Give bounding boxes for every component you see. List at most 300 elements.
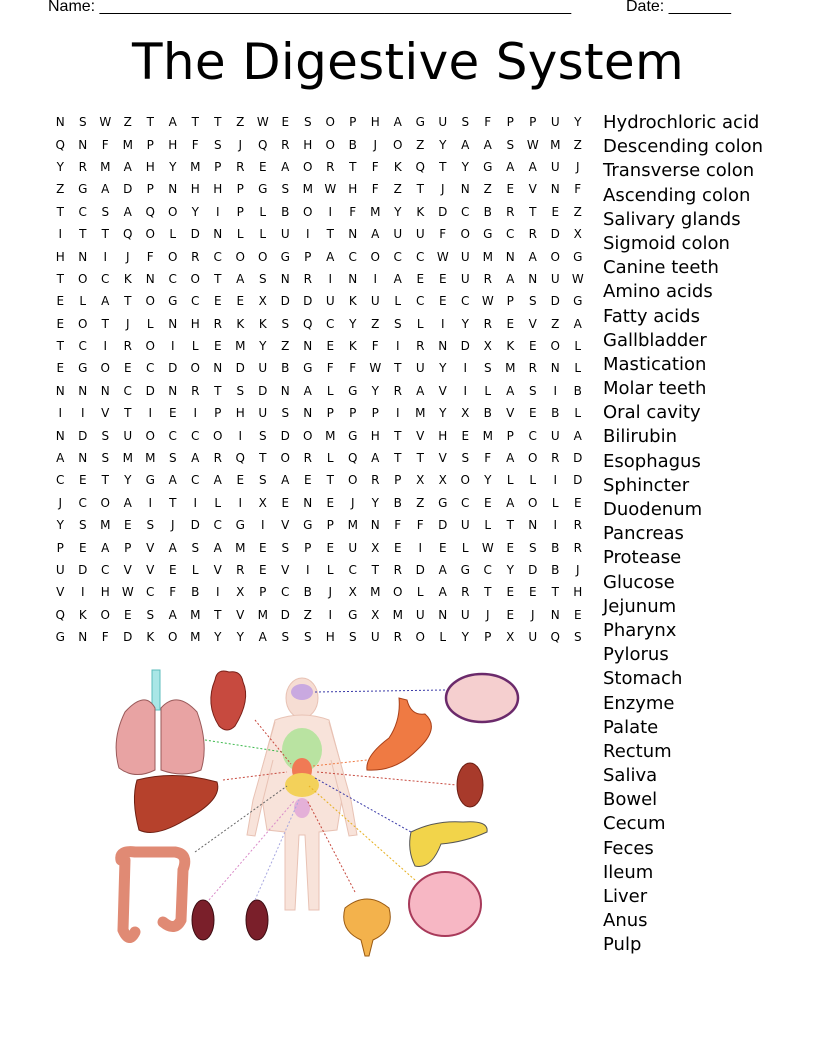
grid-letter[interactable]: G <box>483 159 493 174</box>
grid-letter[interactable]: E <box>551 204 560 219</box>
grid-letter[interactable]: S <box>348 630 357 645</box>
grid-letter[interactable]: E <box>281 115 290 130</box>
grid-letter[interactable]: Z <box>123 115 132 130</box>
grid-letter[interactable]: R <box>191 383 200 398</box>
grid-letter[interactable]: L <box>259 204 267 219</box>
grid-letter[interactable]: R <box>506 204 515 219</box>
grid-letter[interactable]: A <box>438 585 447 600</box>
grid-letter[interactable]: M <box>392 607 403 622</box>
grid-letter[interactable]: O <box>168 204 178 219</box>
grid-letter[interactable]: E <box>573 495 582 510</box>
grid-letter[interactable]: O <box>393 585 403 600</box>
grid-letter[interactable]: N <box>55 115 65 130</box>
grid-letter[interactable]: D <box>573 473 583 488</box>
grid-letter[interactable]: N <box>78 383 88 398</box>
grid-letter[interactable]: T <box>124 406 132 421</box>
grid-letter[interactable]: T <box>101 227 109 242</box>
grid-letter[interactable]: S <box>528 540 537 555</box>
grid-letter[interactable]: L <box>169 227 177 242</box>
grid-letter[interactable]: B <box>483 406 492 421</box>
grid-letter[interactable]: F <box>349 361 357 376</box>
grid-letter[interactable]: D <box>438 518 448 533</box>
grid-letter[interactable]: T <box>101 316 109 331</box>
grid-letter[interactable]: K <box>348 294 357 309</box>
grid-letter[interactable]: G <box>303 361 313 376</box>
grid-letter[interactable]: M <box>415 406 426 421</box>
grid-letter[interactable]: C <box>506 227 515 242</box>
grid-letter[interactable]: I <box>193 495 198 510</box>
grid-letter[interactable]: A <box>213 473 222 488</box>
grid-letter[interactable]: P <box>236 182 244 197</box>
grid-letter[interactable]: C <box>348 249 357 264</box>
grid-letter[interactable]: Z <box>416 137 425 152</box>
grid-letter[interactable]: L <box>214 495 222 510</box>
grid-letter[interactable]: I <box>215 204 220 219</box>
grid-letter[interactable]: K <box>146 630 155 645</box>
grid-letter[interactable]: S <box>573 630 582 645</box>
grid-letter[interactable]: O <box>213 428 223 443</box>
grid-letter[interactable]: R <box>528 227 537 242</box>
grid-letter[interactable]: N <box>370 518 380 533</box>
grid-letter[interactable]: W <box>571 271 584 286</box>
name-field[interactable]: Name: _____________________________________________________ <box>48 0 572 15</box>
grid-letter[interactable]: R <box>326 159 335 174</box>
grid-letter[interactable]: D <box>123 182 133 197</box>
grid-letter[interactable]: H <box>235 406 245 421</box>
grid-letter[interactable]: D <box>145 383 155 398</box>
grid-letter[interactable]: L <box>484 518 492 533</box>
grid-letter[interactable]: F <box>101 630 109 645</box>
grid-letter[interactable]: O <box>78 316 88 331</box>
grid-letter[interactable]: E <box>506 540 515 555</box>
grid-letter[interactable]: C <box>191 428 200 443</box>
grid-letter[interactable]: F <box>191 137 199 152</box>
grid-letter[interactable]: O <box>190 361 200 376</box>
grid-letter[interactable]: I <box>395 339 400 354</box>
grid-letter[interactable]: E <box>506 585 515 600</box>
grid-letter[interactable]: N <box>550 182 560 197</box>
grid-letter[interactable]: T <box>191 115 199 130</box>
grid-letter[interactable]: A <box>506 159 515 174</box>
grid-letter[interactable]: T <box>416 182 424 197</box>
grid-letter[interactable]: Y <box>371 383 379 398</box>
grid-letter[interactable]: R <box>573 518 582 533</box>
grid-letter[interactable]: O <box>100 361 110 376</box>
grid-letter[interactable]: S <box>281 406 290 421</box>
grid-letter[interactable]: X <box>506 630 515 645</box>
grid-letter[interactable]: C <box>461 204 470 219</box>
grid-letter[interactable]: D <box>550 227 560 242</box>
grid-letter[interactable]: U <box>550 271 560 286</box>
grid-letter[interactable]: U <box>123 428 133 443</box>
grid-letter[interactable]: J <box>575 563 580 577</box>
grid-letter[interactable]: N <box>168 182 178 197</box>
grid-letter[interactable]: U <box>460 607 470 622</box>
grid-letter[interactable]: P <box>349 115 357 130</box>
grid-letter[interactable]: Z <box>483 182 492 197</box>
grid-letter[interactable]: T <box>259 451 267 466</box>
grid-letter[interactable]: J <box>530 607 535 622</box>
grid-letter[interactable]: D <box>528 563 538 577</box>
grid-letter[interactable]: I <box>58 227 63 242</box>
grid-letter[interactable]: O <box>393 137 403 152</box>
grid-letter[interactable]: I <box>328 204 333 219</box>
grid-letter[interactable]: M <box>145 451 156 466</box>
grid-letter[interactable]: P <box>259 585 267 600</box>
grid-letter[interactable]: N <box>460 182 470 197</box>
grid-letter[interactable]: I <box>463 361 468 376</box>
grid-letter[interactable]: N <box>78 249 88 264</box>
grid-letter[interactable]: V <box>281 563 290 577</box>
grid-letter[interactable]: I <box>418 540 423 555</box>
grid-letter[interactable]: S <box>258 428 267 443</box>
grid-letter[interactable]: Y <box>439 137 447 152</box>
grid-letter[interactable]: X <box>371 607 380 622</box>
grid-letter[interactable]: H <box>145 159 155 174</box>
grid-letter[interactable]: D <box>438 204 448 219</box>
grid-letter[interactable]: U <box>460 518 470 533</box>
grid-letter[interactable]: R <box>213 451 222 466</box>
grid-letter[interactable]: L <box>326 563 334 577</box>
grid-letter[interactable]: V <box>56 585 65 600</box>
grid-letter[interactable]: K <box>506 339 515 354</box>
grid-letter[interactable]: U <box>438 115 448 130</box>
grid-letter[interactable]: Z <box>56 182 65 197</box>
grid-letter[interactable]: G <box>78 182 88 197</box>
grid-letter[interactable]: I <box>148 406 153 421</box>
grid-letter[interactable]: Z <box>281 339 290 354</box>
grid-letter[interactable]: N <box>550 361 560 376</box>
grid-letter[interactable]: I <box>328 607 333 622</box>
grid-letter[interactable]: Y <box>169 159 177 174</box>
grid-letter[interactable]: A <box>213 540 222 555</box>
grid-letter[interactable]: E <box>483 495 492 510</box>
grid-letter[interactable]: P <box>371 406 379 421</box>
grid-letter[interactable]: S <box>168 451 177 466</box>
grid-letter[interactable]: S <box>461 451 470 466</box>
grid-letter[interactable]: E <box>326 339 335 354</box>
grid-letter[interactable]: V <box>438 451 447 466</box>
grid-letter[interactable]: Z <box>236 115 245 130</box>
grid-letter[interactable]: R <box>213 316 222 331</box>
grid-letter[interactable]: I <box>80 585 85 600</box>
grid-letter[interactable]: C <box>461 294 470 309</box>
grid-letter[interactable]: C <box>168 271 177 286</box>
grid-letter[interactable]: N <box>78 630 88 645</box>
grid-letter[interactable]: M <box>370 204 381 219</box>
grid-letter[interactable]: C <box>213 518 222 533</box>
grid-letter[interactable]: M <box>550 137 561 152</box>
grid-letter[interactable]: A <box>416 383 425 398</box>
grid-letter[interactable]: O <box>460 473 470 488</box>
grid-letter[interactable]: O <box>100 607 110 622</box>
grid-letter[interactable]: I <box>373 271 378 286</box>
grid-letter[interactable]: Y <box>439 406 447 421</box>
grid-letter[interactable]: M <box>100 159 111 174</box>
grid-letter[interactable]: S <box>281 630 290 645</box>
grid-letter[interactable]: B <box>551 563 560 577</box>
grid-letter[interactable]: D <box>190 518 200 533</box>
grid-letter[interactable]: N <box>505 249 515 264</box>
grid-letter[interactable]: H <box>190 182 200 197</box>
grid-letter[interactable]: U <box>415 607 425 622</box>
grid-letter[interactable]: L <box>416 585 424 600</box>
grid-letter[interactable]: Y <box>461 159 469 174</box>
grid-letter[interactable]: J <box>58 495 63 510</box>
grid-letter[interactable]: A <box>191 451 200 466</box>
grid-letter[interactable]: V <box>123 563 132 577</box>
grid-letter[interactable]: J <box>350 495 355 510</box>
grid-letter[interactable]: C <box>78 495 87 510</box>
grid-letter[interactable]: X <box>258 495 267 510</box>
grid-letter[interactable]: Y <box>371 495 379 510</box>
grid-letter[interactable]: A <box>393 271 402 286</box>
grid-letter[interactable]: U <box>370 294 380 309</box>
grid-letter[interactable]: H <box>303 137 313 152</box>
grid-letter[interactable]: Z <box>393 182 402 197</box>
grid-letter[interactable]: H <box>190 316 200 331</box>
grid-letter[interactable]: R <box>303 271 312 286</box>
grid-letter[interactable]: A <box>371 451 380 466</box>
grid-letter[interactable]: C <box>416 294 425 309</box>
grid-letter[interactable]: Z <box>573 204 582 219</box>
grid-letter[interactable]: G <box>573 249 583 264</box>
grid-letter[interactable]: O <box>460 227 470 242</box>
grid-letter[interactable]: S <box>281 182 290 197</box>
grid-letter[interactable]: Y <box>394 204 402 219</box>
word-search-grid[interactable] <box>49 111 589 648</box>
grid-letter[interactable]: W <box>121 585 134 600</box>
grid-letter[interactable]: E <box>258 540 267 555</box>
grid-letter[interactable]: Q <box>258 137 268 152</box>
grid-letter[interactable]: F <box>439 227 447 242</box>
grid-letter[interactable]: E <box>438 540 447 555</box>
grid-letter[interactable]: E <box>528 339 537 354</box>
grid-letter[interactable]: A <box>123 159 132 174</box>
grid-letter[interactable]: O <box>145 339 155 354</box>
grid-letter[interactable]: C <box>101 271 110 286</box>
grid-letter[interactable]: R <box>483 316 492 331</box>
grid-letter[interactable]: A <box>326 249 335 264</box>
grid-letter[interactable]: U <box>258 361 268 376</box>
grid-letter[interactable]: Y <box>191 204 199 219</box>
grid-letter[interactable]: I <box>238 428 243 443</box>
grid-letter[interactable]: O <box>100 495 110 510</box>
grid-letter[interactable]: O <box>325 115 335 130</box>
grid-letter[interactable]: G <box>573 294 583 309</box>
grid-letter[interactable]: N <box>100 383 110 398</box>
grid-letter[interactable]: P <box>146 182 154 197</box>
grid-letter[interactable]: L <box>574 339 582 354</box>
grid-letter[interactable]: O <box>235 249 245 264</box>
grid-letter[interactable]: L <box>79 294 87 309</box>
grid-letter[interactable]: S <box>393 316 402 331</box>
grid-letter[interactable]: I <box>440 316 445 331</box>
grid-letter[interactable]: F <box>574 182 582 197</box>
grid-letter[interactable]: P <box>349 406 357 421</box>
grid-letter[interactable]: T <box>146 115 154 130</box>
grid-letter[interactable]: H <box>213 182 223 197</box>
grid-letter[interactable]: O <box>528 451 538 466</box>
grid-letter[interactable]: H <box>370 115 380 130</box>
grid-letter[interactable]: L <box>236 227 244 242</box>
grid-letter[interactable]: M <box>505 361 516 376</box>
grid-letter[interactable]: A <box>101 294 110 309</box>
grid-letter[interactable]: T <box>326 473 334 488</box>
grid-letter[interactable]: K <box>348 339 357 354</box>
grid-letter[interactable]: E <box>573 607 582 622</box>
grid-letter[interactable]: G <box>303 518 313 533</box>
grid-letter[interactable]: E <box>528 406 537 421</box>
grid-letter[interactable]: K <box>258 316 267 331</box>
grid-letter[interactable]: J <box>328 585 333 600</box>
grid-letter[interactable]: U <box>325 294 335 309</box>
grid-letter[interactable]: M <box>325 428 336 443</box>
grid-letter[interactable]: I <box>553 383 558 398</box>
grid-letter[interactable]: I <box>553 518 558 533</box>
grid-letter[interactable]: D <box>460 339 470 354</box>
grid-letter[interactable]: I <box>328 271 333 286</box>
grid-letter[interactable]: C <box>191 473 200 488</box>
grid-letter[interactable]: A <box>56 451 65 466</box>
grid-letter[interactable]: A <box>528 159 537 174</box>
grid-letter[interactable]: J <box>125 316 130 331</box>
grid-letter[interactable]: J <box>125 249 130 264</box>
grid-letter[interactable]: V <box>213 563 222 577</box>
grid-letter[interactable]: X <box>236 585 245 600</box>
grid-letter[interactable]: O <box>303 204 313 219</box>
grid-letter[interactable]: R <box>416 339 425 354</box>
grid-letter[interactable]: G <box>460 563 470 577</box>
grid-letter[interactable]: O <box>415 630 425 645</box>
grid-letter[interactable]: B <box>393 495 402 510</box>
grid-letter[interactable]: H <box>100 585 110 600</box>
grid-letter[interactable]: O <box>145 227 155 242</box>
grid-letter[interactable]: D <box>235 361 245 376</box>
grid-letter[interactable]: L <box>574 406 582 421</box>
grid-letter[interactable]: Q <box>55 137 65 152</box>
grid-letter[interactable]: O <box>550 339 560 354</box>
grid-letter[interactable]: R <box>78 159 87 174</box>
grid-letter[interactable]: D <box>280 607 290 622</box>
grid-letter[interactable]: I <box>305 227 310 242</box>
grid-letter[interactable]: N <box>348 271 358 286</box>
grid-letter[interactable]: A <box>483 137 492 152</box>
grid-letter[interactable]: S <box>78 115 87 130</box>
grid-letter[interactable]: L <box>146 316 154 331</box>
grid-letter[interactable]: U <box>55 563 65 577</box>
grid-letter[interactable]: F <box>416 518 424 533</box>
grid-letter[interactable]: O <box>550 249 560 264</box>
grid-letter[interactable]: K <box>123 271 132 286</box>
grid-letter[interactable]: S <box>528 294 537 309</box>
grid-letter[interactable]: T <box>416 451 424 466</box>
grid-letter[interactable]: R <box>371 473 380 488</box>
grid-letter[interactable]: K <box>78 607 87 622</box>
grid-letter[interactable]: V <box>528 182 537 197</box>
grid-letter[interactable]: E <box>528 585 537 600</box>
grid-letter[interactable]: T <box>56 271 64 286</box>
grid-letter[interactable]: P <box>304 249 312 264</box>
grid-letter[interactable]: A <box>506 451 515 466</box>
grid-letter[interactable]: J <box>170 518 175 533</box>
grid-letter[interactable]: T <box>394 451 402 466</box>
grid-letter[interactable]: N <box>145 271 155 286</box>
grid-letter[interactable]: T <box>326 227 334 242</box>
grid-letter[interactable]: H <box>325 630 335 645</box>
grid-letter[interactable]: C <box>191 294 200 309</box>
grid-letter[interactable]: F <box>484 451 492 466</box>
grid-letter[interactable]: K <box>393 159 402 174</box>
grid-letter[interactable]: S <box>528 383 537 398</box>
grid-letter[interactable]: W <box>436 249 449 264</box>
grid-letter[interactable]: M <box>482 249 493 264</box>
grid-letter[interactable]: I <box>103 249 108 264</box>
grid-letter[interactable]: E <box>393 540 402 555</box>
grid-letter[interactable]: E <box>78 473 87 488</box>
grid-letter[interactable]: D <box>415 563 425 577</box>
grid-letter[interactable]: U <box>370 630 380 645</box>
grid-letter[interactable]: L <box>461 540 469 555</box>
grid-letter[interactable]: C <box>146 585 155 600</box>
grid-letter[interactable]: S <box>258 473 267 488</box>
grid-letter[interactable]: P <box>326 518 334 533</box>
grid-letter[interactable]: R <box>236 563 245 577</box>
grid-letter[interactable]: F <box>349 204 357 219</box>
grid-letter[interactable]: D <box>190 227 200 242</box>
grid-letter[interactable]: I <box>58 406 63 421</box>
grid-letter[interactable]: M <box>302 182 313 197</box>
grid-letter[interactable]: P <box>506 294 514 309</box>
grid-letter[interactable]: Y <box>236 630 244 645</box>
grid-letter[interactable]: R <box>123 339 132 354</box>
grid-letter[interactable]: N <box>438 607 448 622</box>
grid-letter[interactable]: T <box>506 518 514 533</box>
grid-letter[interactable]: O <box>325 137 335 152</box>
grid-letter[interactable]: A <box>528 249 537 264</box>
grid-letter[interactable]: W <box>99 115 112 130</box>
grid-letter[interactable]: P <box>326 406 334 421</box>
grid-letter[interactable]: S <box>146 518 155 533</box>
grid-letter[interactable]: Y <box>574 115 582 130</box>
grid-letter[interactable]: Q <box>123 227 133 242</box>
grid-letter[interactable]: L <box>484 383 492 398</box>
grid-letter[interactable]: H <box>573 585 583 600</box>
grid-letter[interactable]: Y <box>349 316 357 331</box>
grid-letter[interactable]: A <box>168 473 177 488</box>
grid-letter[interactable]: E <box>213 339 222 354</box>
grid-letter[interactable]: V <box>101 406 110 421</box>
grid-letter[interactable]: L <box>506 473 514 488</box>
grid-letter[interactable]: P <box>236 204 244 219</box>
grid-letter[interactable]: S <box>483 361 492 376</box>
grid-letter[interactable]: M <box>347 518 358 533</box>
grid-letter[interactable]: E <box>56 316 65 331</box>
grid-letter[interactable]: E <box>438 271 447 286</box>
grid-letter[interactable]: C <box>213 249 222 264</box>
grid-letter[interactable]: X <box>573 227 582 242</box>
grid-letter[interactable]: P <box>56 540 64 555</box>
grid-letter[interactable]: T <box>124 294 132 309</box>
grid-letter[interactable]: H <box>438 428 448 443</box>
grid-letter[interactable]: V <box>416 428 425 443</box>
grid-letter[interactable]: I <box>553 473 558 488</box>
grid-letter[interactable]: T <box>551 585 559 600</box>
grid-letter[interactable]: T <box>349 159 357 174</box>
grid-letter[interactable]: X <box>416 473 425 488</box>
grid-letter[interactable]: W <box>481 294 494 309</box>
grid-letter[interactable]: S <box>506 137 515 152</box>
